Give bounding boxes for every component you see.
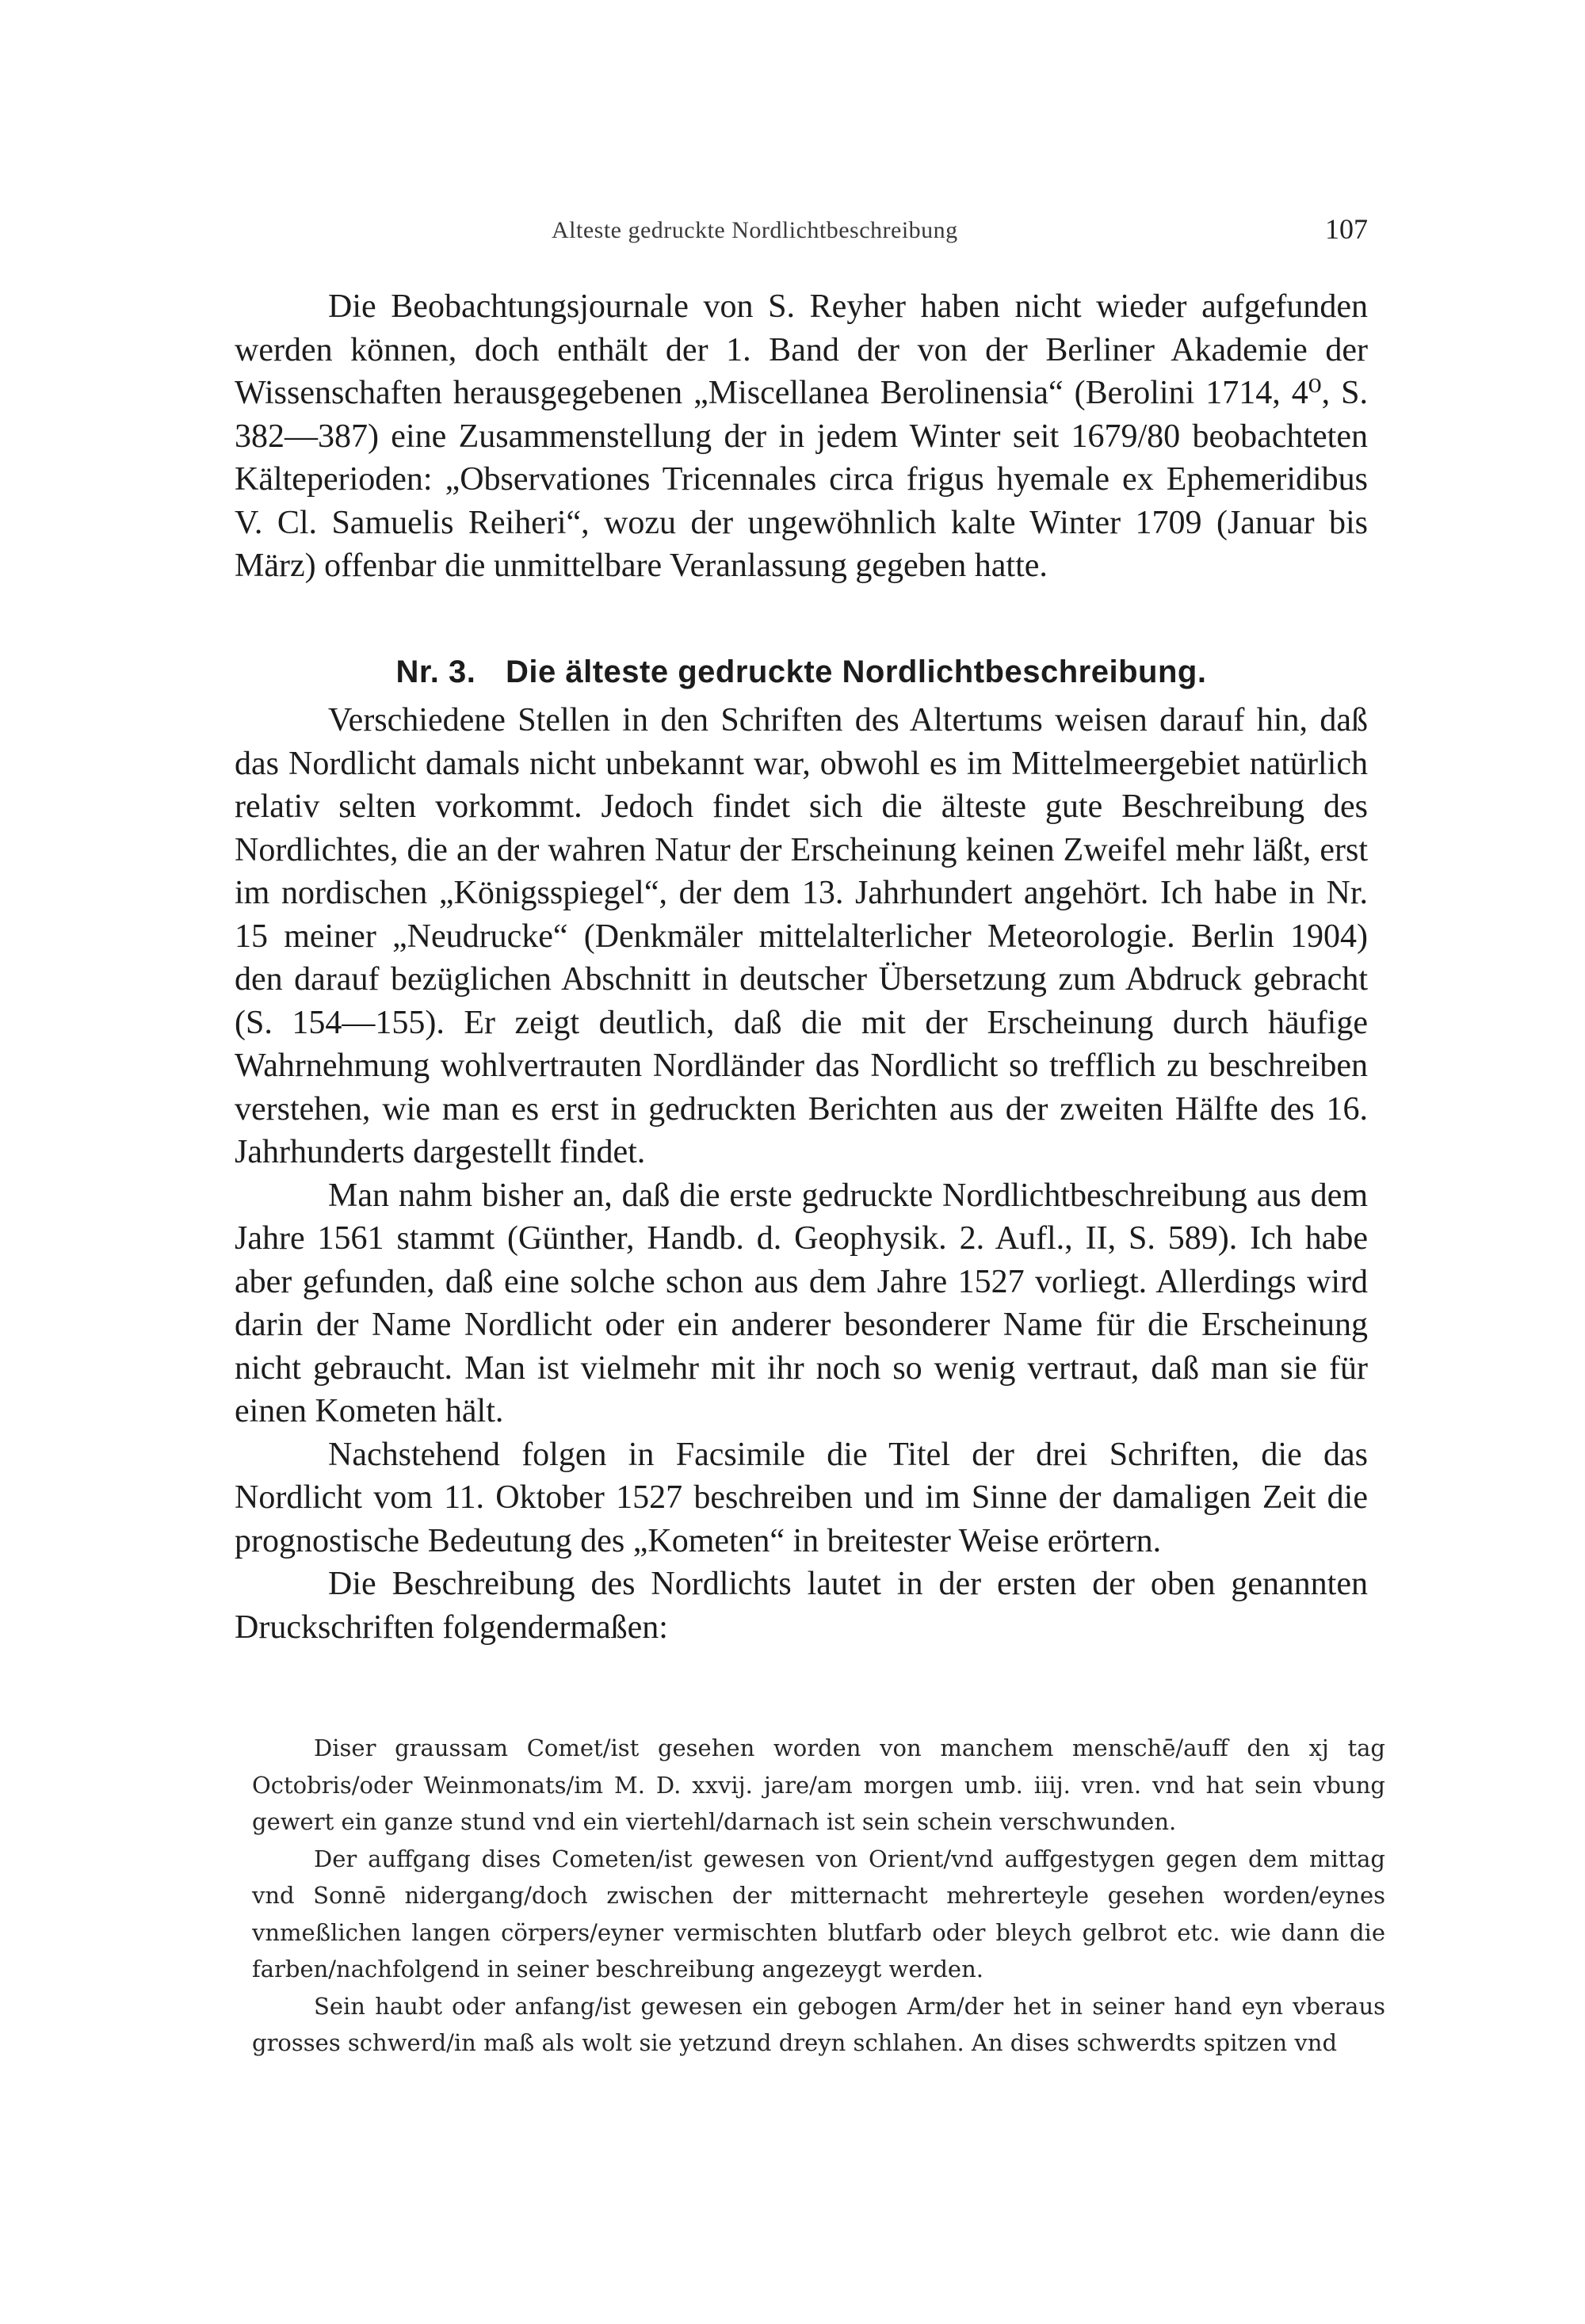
running-head (235, 212, 1368, 260)
running-title: Alteste gedruckte Nordlichtbeschreibung (552, 217, 958, 243)
section-number: Nr. 3. (395, 654, 476, 689)
section-title: Die älteste gedruckte Nordlichtbeschreibung. (506, 654, 1207, 689)
quote-paragraph: Diser graussam Comet/ist gesehen worden von manchem menschē/auff den xj tag Octobris/oder Weinmonats/im M. D. xxvij. jare/am morgen umb. iiij. vren. vnd hat sein vbung gewert ein ganze stund vnd ein viertehl/darnach ist sein schein verschwunden. (252, 1734, 1385, 1835)
quote-paragraph: Der auffgang dises Cometen/ist gewesen von Orient/vnd auffgestygen gegen dem mittag vnd Sonnē nidergang/doch zwischen der mitternacht mehrerteyle gesehen worden/eynes vnmeßlichen langen cörpers/eyner vermischten blutfarb oder bleych gelbrot etc. wie dann die farben/nachfolgend in seiner beschreibung angezeygt werden. (252, 1845, 1385, 1982)
body-text (235, 699, 1368, 1649)
blackletter-quotation (252, 1730, 1385, 2062)
section-heading (235, 654, 1368, 690)
paragraph: Verschiedene Stellen in den Schriften des Altertums weisen darauf hin, daß das Nordlicht damals nicht unbekannt war, obwohl es im Mittelmeergebiet natürlich relativ selten vorkommt. Jedoch findet sich die älteste gute Beschreibung des Nordlichtes, die an der wahren Natur der Erscheinung keinen Zweifel mehr läßt, erst im nordischen „Königsspiegel“, der dem 13. Jahrhundert angehört. Ich habe in Nr. 15 meiner „Neudrucke“ (Denkmäler mittelalterlicher Meteorologie. Berlin 1904) den darauf bezüglichen Abschnitt in deutscher Übersetzung zum Abdruck gebracht (S. 154—155). Er zeigt deutlich, daß die mit der Erscheinung durch häufige Wahrnehmung wohlvertrauten Nordländer das Nordlicht so trefflich zu beschreiben verstehen, wie man es erst in gedruckten Berichten aus der zweiten Hälfte des 16. Jahrhunderts dargestellt findet. (235, 702, 1368, 1170)
quote-paragraph: Sein haubt oder anfang/ist gewesen ein gebogen Arm/der het in seiner hand eyn vberaus grosses schwerd/in maß als wolt sie yetzund dreyn schlahen. An dises schwerdts spitzen vnd (252, 1992, 1385, 2056)
intro-paragraph: Die Beobachtungsjournale von S. Reyher haben nicht wieder aufgefunden werden können, doch enthält der 1. Band der von der Berliner Akademie der Wissenschaften herausgegebenen „Miscellanea Berolinensia“ (Berolini 1714, 4⁰, S. 382—387) eine Zusammenstellung der in jedem Winter seit 1679/80 beobachteten Kälteperioden: „Observationes Tricennales circa frigus hyemale ex Ephemeridibus V. Cl. Samuelis Reiheri“, wozu der ungewöhnlich kalte Winter 1709 (Januar bis März) offenbar die unmittelbare Veranlassung gegeben hatte. (235, 288, 1368, 584)
paragraph: Man nahm bisher an, daß die erste gedruckte Nordlichtbeschreibung aus dem Jahre 1561 stammt (Günther, Handb. d. Geophysik. 2. Aufl., II, S. 589). Ich habe aber gefunden, daß eine solche schon aus dem Jahre 1527 vorliegt. Allerdings wird darin der Name Nordlicht oder ein anderer besonderer Name für die Erscheinung nicht gebraucht. Man ist vielmehr mit ihr noch so wenig vertraut, daß man sie für einen Kometen hält. (235, 1177, 1368, 1429)
page-number: 107 (1325, 213, 1368, 245)
paragraph: Die Beschreibung des Nordlichts lautet in der ersten der oben genannten Druckschriften folgendermaßen: (235, 1566, 1368, 1646)
intro-section (235, 285, 1368, 588)
paragraph: Nachstehend folgen in Facsimile die Titel der drei Schriften, die das Nordlicht vom 11. Oktober 1527 beschreiben und im Sinne der damaligen Zeit die prognostische Bedeutung des „Kometen“ in breitester Weise erörtern. (235, 1436, 1368, 1559)
